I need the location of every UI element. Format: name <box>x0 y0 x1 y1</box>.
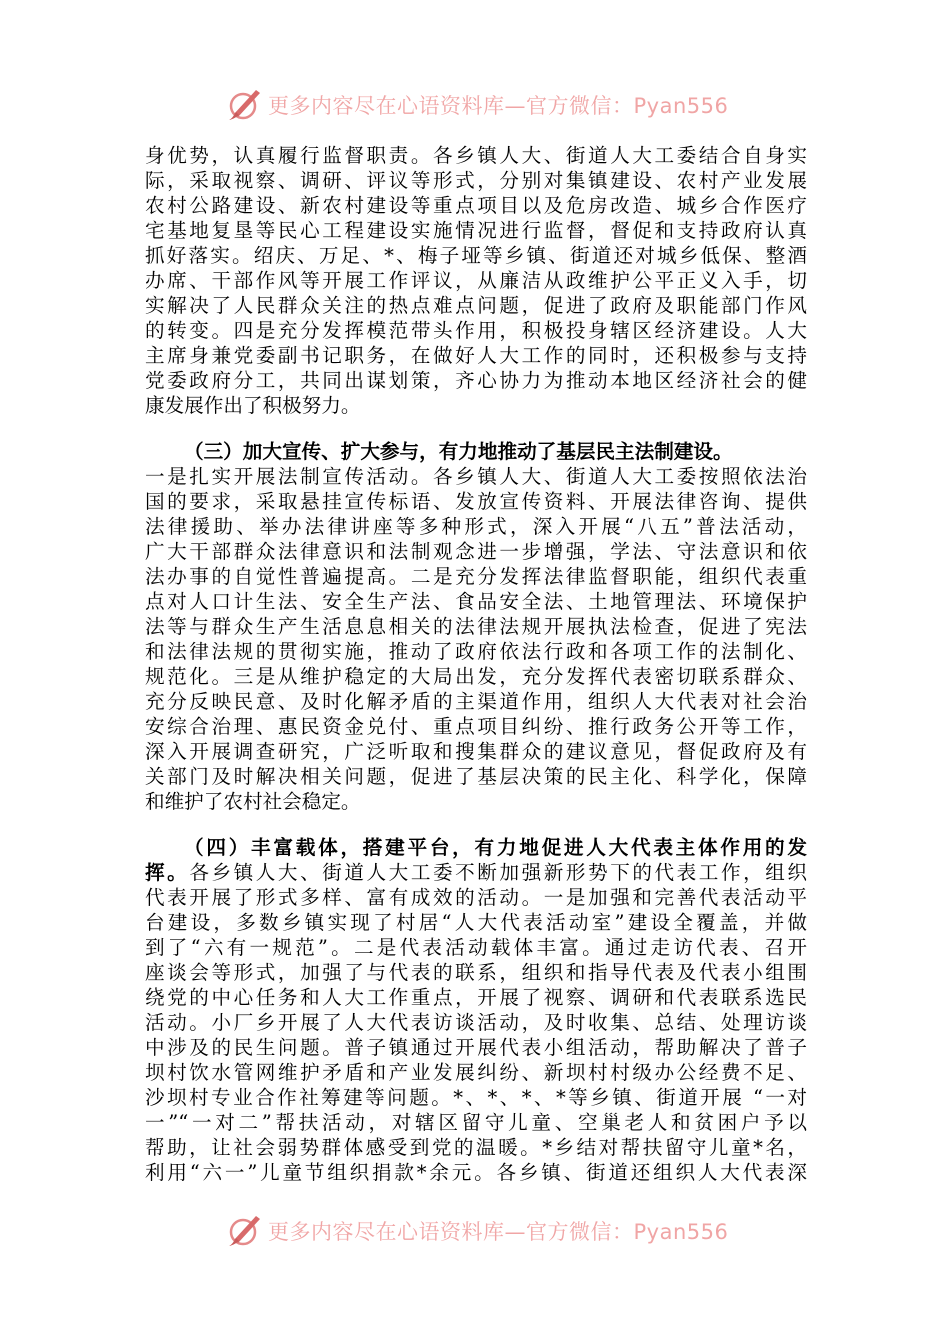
text-line: 规范化。三是从维护稳定的大局出发，充分发挥代表密切联系群众、 <box>145 665 807 688</box>
text-line: 帮助，让社会弱势群体感受到党的温暖。*乡结对帮扶留守儿童*名， <box>145 1136 807 1159</box>
text-line: 代表开展了形式多样、富有成效的活动。一是加强和完善代表活动平 <box>145 886 807 909</box>
watermark-banner-bottom <box>0 1210 950 1250</box>
text-line: 中涉及的民生问题。普子镇通过开展代表小组活动，帮助解决了普子 <box>145 1036 807 1059</box>
text-line: 深入开展调查研究，广泛听取和搜集群众的建议意见，督促政府及有 <box>145 740 807 763</box>
watermark-text: 更多内容尽在心语资料库—官方微信：Pyan556 <box>268 1220 729 1244</box>
text-line: 一”“一对二”帮扶活动，对辖区留守儿童、空巢老人和贫困户予以 <box>145 1111 807 1134</box>
heading-text-end: 挥。 <box>145 861 190 884</box>
watermark-text: 更多内容尽在心语资料库—官方微信：Pyan556 <box>268 94 729 118</box>
text-line: 身优势，认真履行监督职责。各乡镇人大、街道人大工委结合自身实 <box>145 144 807 167</box>
text-line: 办席、干部作风等开展工作评议，从廉洁从政维护公平正义入手，切 <box>145 269 807 292</box>
text-line: 宅基地复垦等民心工程建设实施情况进行监督，督促和支持政府认真 <box>145 219 807 242</box>
text-line: 法律援助、举办法律讲座等多种形式，深入开展“八五”普法活动， <box>145 515 807 538</box>
text-line: 的转变。四是充分发挥模范带头作用，积极投身辖区经济建设。人大 <box>145 319 807 342</box>
text-line: 绕党的中心任务和人大工作重点，开展了视察、调研和代表联系选民 <box>145 986 807 1009</box>
text-line: 利用“六一”儿童节组织捐款*余元。各乡镇、街道还组织人大代表深 <box>145 1161 807 1184</box>
text-line: 农村公路建设、新农村建设等重点项目以及危房改造、城乡合作医疗 <box>145 194 807 217</box>
text-line: 际，采取视察、调研、评议等形式，分别对集镇建设、农村产业发展 <box>145 169 807 192</box>
text-line: 安综合治理、惠民资金兑付、重点项目纠纷、推行政务公开等工作， <box>145 715 807 738</box>
document-body <box>145 143 807 1185</box>
pen-logo-icon <box>226 86 264 122</box>
text-line: 主席身兼党委副书记职务，在做好人大工作的同时，还积极参与支持 <box>145 344 807 367</box>
text-line: 广大干部群众法律意识和法制观念进一步增强，学法、守法意识和依 <box>145 540 807 563</box>
heading-text: （四）丰富载体，搭建平台，有力地促进人大代表主体作用的发 <box>184 836 807 859</box>
watermark-banner-top <box>0 84 950 124</box>
text-line: 座谈会等形式，加强了与代表的联系，组织和指导代表及代表小组围 <box>145 961 807 984</box>
text-line: 关部门及时解决相关问题，促进了基层决策的民主化、科学化，保障 <box>145 765 807 788</box>
heading-continuation-line <box>145 860 807 885</box>
text-line: 抓好落实。绍庆、万足、*、梅子垭等乡镇、街道还对城乡低保、整酒 <box>145 244 807 267</box>
text-line: 沙坝村专业合作社筹建等问题。*、*、*、*等乡镇、街道开展 “一对 <box>145 1086 807 1109</box>
text-line: 台建设，多数乡镇实现了村居“人大代表活动室”建设全覆盖，并做 <box>145 911 807 934</box>
text-line: 活动。小厂乡开展了人大代表访谈活动，及时收集、总结、处理访谈 <box>145 1011 807 1034</box>
text-line: 实解决了人民群众关注的热点难点问题，促进了政府及职能部门作风 <box>145 294 807 317</box>
text-line: 充分反映民意、及时化解矛盾的主渠道作用，组织人大代表对社会治 <box>145 690 807 713</box>
heading-text: （三）加大宣传、扩大参与，有力地推动了基层民主法制建设。 <box>184 440 733 463</box>
paragraph-deputies-role <box>145 835 807 1185</box>
text-line: 康发展作出了积极努力。 <box>145 394 361 417</box>
text-line: 点对人口计生法、安全生产法、食品安全法、土地管理法、环境保护 <box>145 590 807 613</box>
pen-logo-icon <box>226 1212 264 1248</box>
text-line: 和维护了农村社会稳定。 <box>145 790 361 813</box>
section-heading-3 <box>145 439 807 464</box>
text-line: 法等与群众生产生活息息相关的法律法规开展执法检查，促进了宪法 <box>145 615 807 638</box>
text-line: 法办事的自觉性普遍提高。二是充分发挥法律监督职能，组织代表重 <box>145 565 807 588</box>
text-line: 国的要求，采取悬挂宣传标语、发放宣传资料、开展法律咨询、提供 <box>145 490 807 513</box>
text-line: 党委政府分工，共同出谋划策，齐心协力为推动本地区经济社会的健 <box>145 369 807 392</box>
text-inline: 各乡镇人大、街道人大工委不断加强新形势下的代表工作，组织 <box>189 861 808 884</box>
section-heading-4 <box>145 835 807 860</box>
paragraph-legal-publicity <box>145 439 807 814</box>
text-line: 到了“六有一规范”。二是代表活动载体丰富。通过走访代表、召开 <box>145 936 807 959</box>
text-line: 一是扎实开展法制宣传活动。各乡镇人大、街道人大工委按照依法治 <box>145 465 807 488</box>
paragraph-supervision <box>145 143 807 418</box>
text-line: 坝村饮水管网维护矛盾和产业发展纠纷、新坝村村级办公经费不足、 <box>145 1061 807 1084</box>
text-line: 和法律法规的贯彻实施，推动了政府依法行政和各项工作的法制化、 <box>145 640 807 663</box>
